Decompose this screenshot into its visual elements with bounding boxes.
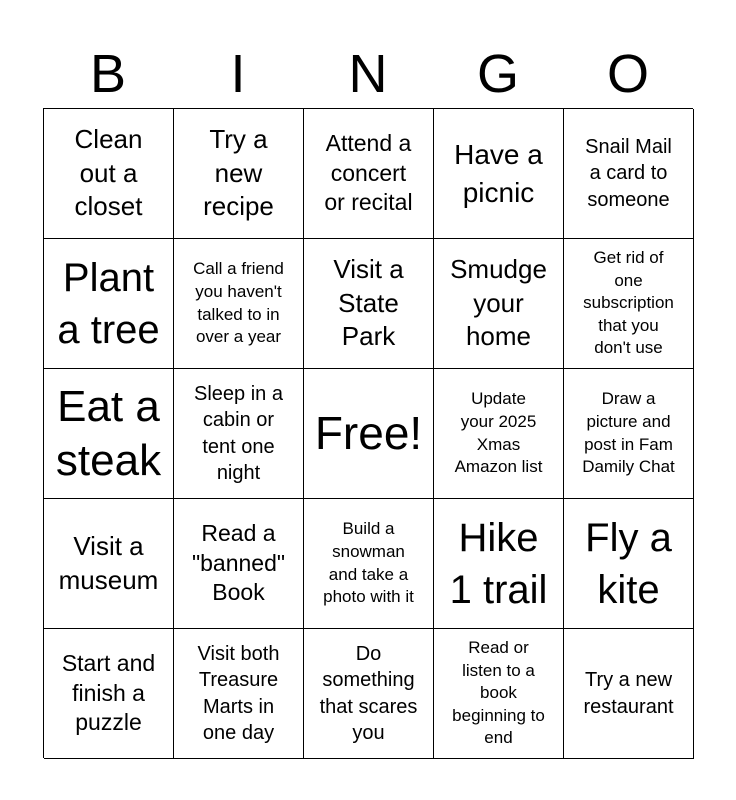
- header-letter-o: O: [606, 44, 649, 104]
- cell-text: Try a new restaurant: [583, 669, 674, 718]
- bingo-grid: [43, 108, 693, 758]
- header-letter-n: N: [348, 44, 388, 104]
- bingo-cell-r2-c0[interactable]: [44, 369, 174, 499]
- cell-text: Try a new recipe: [203, 123, 274, 222]
- bingo-cell-r3-c4[interactable]: [564, 499, 694, 629]
- cell-text: Clean out a closet: [74, 123, 143, 222]
- cell-text: Eat a steak: [55, 381, 162, 485]
- header-letter-i: I: [230, 44, 246, 104]
- cell-text: Get rid of one subscription that you don't use: [583, 247, 674, 358]
- bingo-cell-r3-c2[interactable]: [304, 499, 434, 629]
- bingo-cell-r1-c0[interactable]: [44, 239, 174, 369]
- bingo-cell-r1-c4[interactable]: [564, 239, 694, 369]
- bingo-header: [43, 40, 693, 108]
- bingo-cell-r0-c2[interactable]: [304, 109, 434, 239]
- cell-text: Start and finish a puzzle: [61, 649, 156, 736]
- bingo-cell-r2-c4[interactable]: [564, 369, 694, 499]
- bingo-cell-r2-c1[interactable]: [174, 369, 304, 499]
- cell-text: Sleep in a cabin or tent one night: [194, 382, 283, 484]
- bingo-cell-r0-c1[interactable]: [174, 109, 304, 239]
- cell-text: Fly a kite: [585, 515, 672, 612]
- bingo-cell-r3-c3[interactable]: [434, 499, 564, 629]
- cell-text: Draw a picture and post in Fam Damily Chat: [582, 389, 675, 477]
- cell-text: Update your 2025 Xmas Amazon list: [454, 389, 543, 477]
- cell-text: Do something that scares you: [319, 642, 418, 744]
- bingo-cell-r4-c2[interactable]: [304, 629, 434, 759]
- header-letter-g: G: [476, 44, 519, 104]
- bingo-cell-r4-c3[interactable]: [434, 629, 564, 759]
- cell-text: Have a picnic: [454, 138, 543, 208]
- cell-text: Attend a concert or recital: [324, 129, 413, 216]
- bingo-cell-r0-c3[interactable]: [434, 109, 564, 239]
- bingo-cell-free[interactable]: [304, 369, 434, 499]
- bingo-cell-r2-c3[interactable]: [434, 369, 564, 499]
- cell-text: Visit a State Park: [333, 253, 404, 352]
- bingo-cell-r0-c4[interactable]: [564, 109, 694, 239]
- bingo-cell-r1-c2[interactable]: [304, 239, 434, 369]
- cell-text: Build a snowman and take a photo with it: [323, 519, 414, 607]
- bingo-cell-r3-c1[interactable]: [174, 499, 304, 629]
- cell-text: Plant a tree: [57, 255, 160, 352]
- bingo-cell-r4-c1[interactable]: [174, 629, 304, 759]
- cell-text: Snail Mail a card to someone: [585, 135, 672, 211]
- cell-text: Visit both Treasure Marts in one day: [197, 642, 280, 744]
- bingo-cell-r4-c4[interactable]: [564, 629, 694, 759]
- cell-text: Smudge your home: [450, 253, 547, 352]
- bingo-cell-r1-c1[interactable]: [174, 239, 304, 369]
- bingo-cell-r0-c0[interactable]: [44, 109, 174, 239]
- bingo-cell-r1-c3[interactable]: [434, 239, 564, 369]
- cell-text: Visit a museum: [58, 530, 159, 595]
- cell-text: Read or listen to a book beginning to end: [452, 637, 545, 748]
- header-letter-b: B: [89, 44, 127, 104]
- cell-text: Hike 1 trail: [449, 515, 548, 612]
- cell-text: Call a friend you haven't talked to in over a year: [193, 259, 284, 347]
- cell-text: Read a "banned" Book: [191, 519, 286, 606]
- bingo-cell-r4-c0[interactable]: [44, 629, 174, 759]
- bingo-cell-r3-c0[interactable]: [44, 499, 174, 629]
- free-space-text: Free!: [314, 406, 423, 459]
